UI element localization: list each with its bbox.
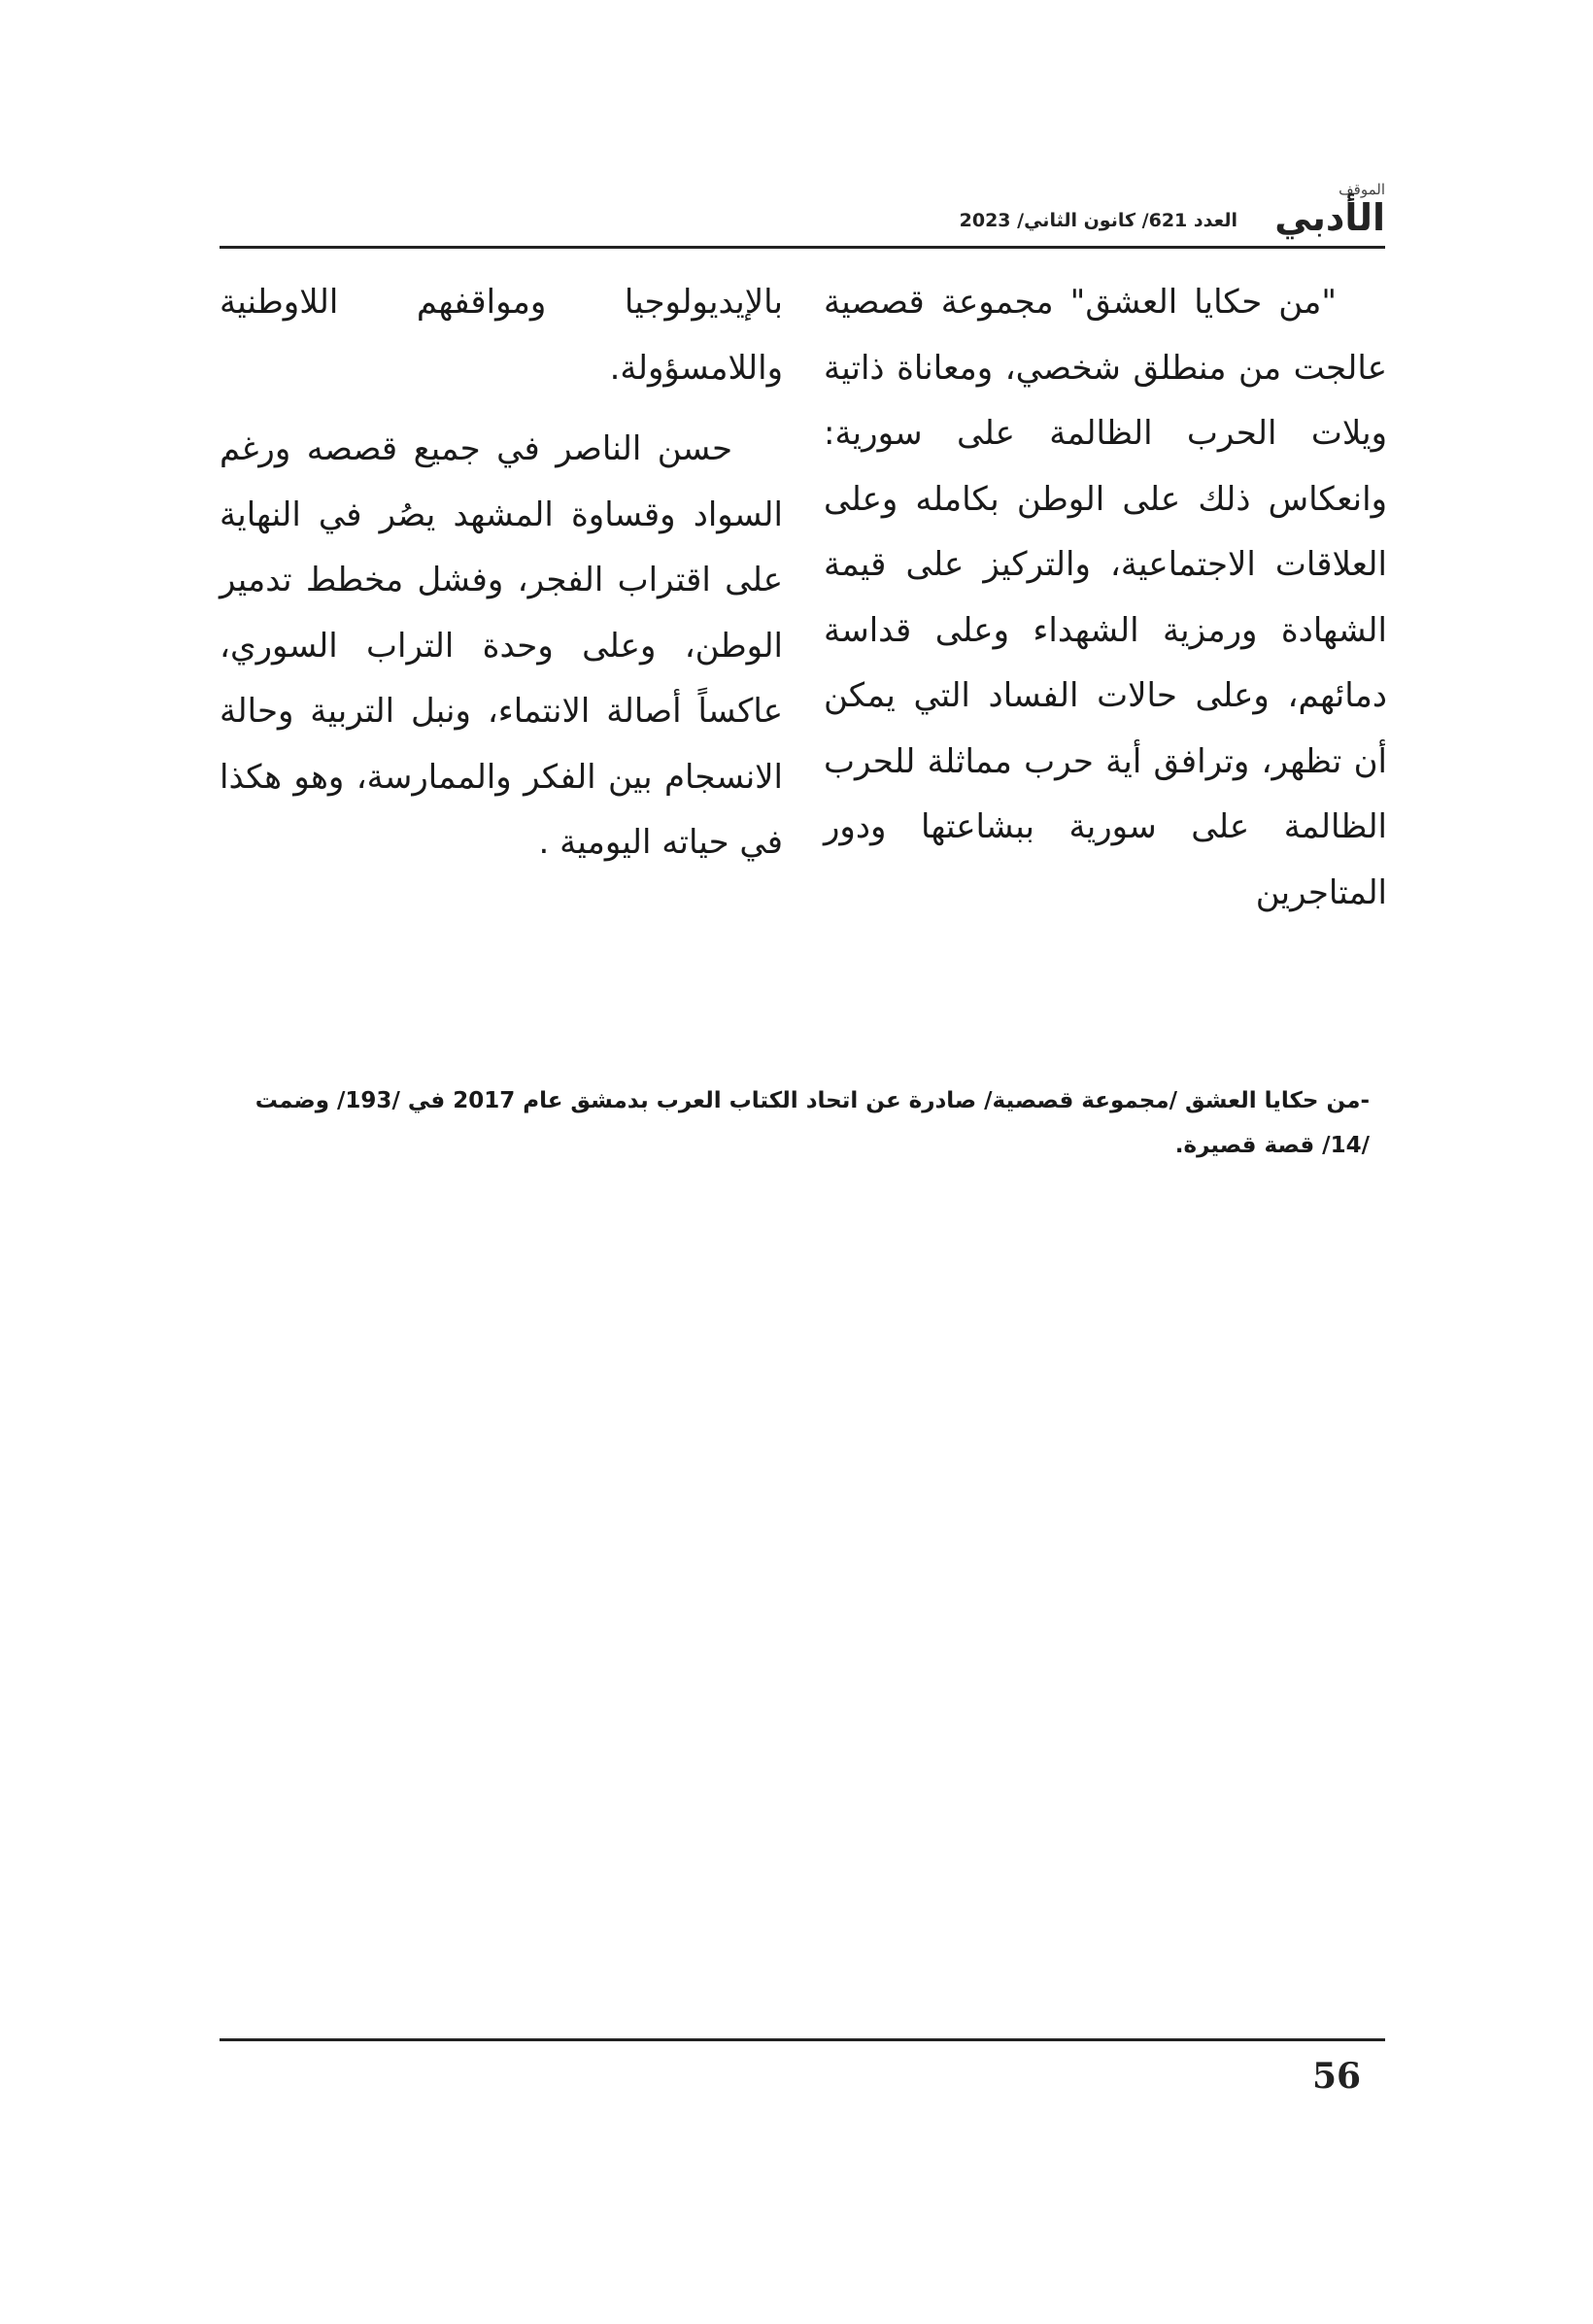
logo-top-text: الموقف — [1339, 181, 1385, 198]
page-header — [220, 181, 1385, 249]
text-column-right — [824, 270, 1387, 926]
page-number: 56 — [1311, 2056, 1362, 2097]
issue-info: العدد 621/ كانون الثاني/ 2023 — [959, 210, 1237, 231]
header-rule — [220, 246, 1385, 249]
text-column-left — [220, 270, 783, 876]
body-paragraph: "من حكايا العشق" مجموعة قصصية عالجت من منطلق شخصي، ومعاناة ذاتية ويلات الحرب الظالمة على سورية: وانعكاس ذلك على الوطن بكامله وعلى العلاقات الاجتماعية، والتركيز على قيمة الشهادة ورمزية الشهداء وعلى قداسة دمائهم، وعلى حالات الفساد التي يمكن أن تظهر، وترافق أية حرب مماثلة للحرب الظالمة على سورية ببشاعتها ودور المتاجرين — [824, 283, 1387, 912]
body-paragraph: بالإيديولوجيا ومواقفهم اللاوطنية واللامسؤولة. — [220, 283, 783, 388]
footer-rule — [220, 2038, 1385, 2041]
footnote: -من حكايا العشق /مجموعة قصصية/ صادرة عن اتحاد الكتاب العرب بدمشق عام 2017 في /193/ وضمت /14/ قصة قصيرة. — [254, 1088, 1370, 1158]
magazine-logo — [1259, 181, 1385, 243]
logo-main-text: الأدبي — [1274, 196, 1385, 239]
body-paragraph: حسن الناصر في جميع قصصه ورغم السواد وقساوة المشهد يصُر في النهاية على اقتراب الفجر، وفشل مخطط تدمير الوطن، وعلى وحدة التراب السوري، عاكساً أصالة الانتماء، ونبل التربية وحالة الانسجام بين الفكر والممارسة، وهو هكذا في حياته اليومية . — [220, 429, 783, 862]
